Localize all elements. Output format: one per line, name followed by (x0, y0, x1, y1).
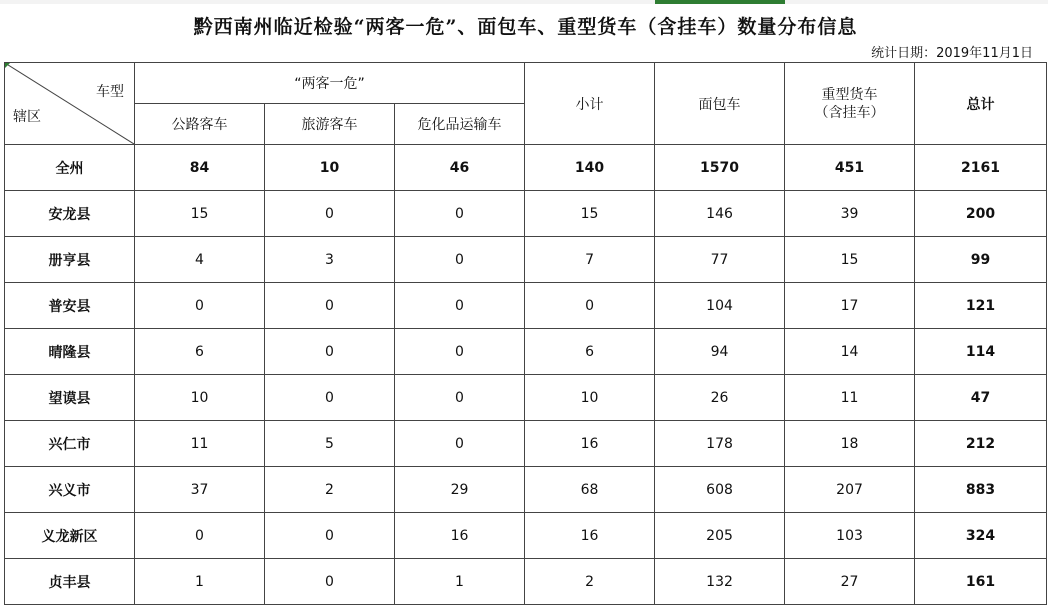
district-cell[interactable]: 晴隆县 (5, 329, 135, 375)
minibus-cell[interactable]: 178 (655, 421, 785, 467)
stat-date: 统计日期：2019年11月1日 (871, 46, 1033, 61)
district-cell[interactable]: 兴仁市 (5, 421, 135, 467)
header-heavy-truck[interactable] (785, 63, 915, 145)
header-hazmat-truck[interactable]: 危化品运输车 (395, 104, 525, 145)
subtotal-cell[interactable]: 16 (525, 421, 655, 467)
tour-bus-cell[interactable]: 0 (265, 375, 395, 421)
total-cell[interactable]: 161 (915, 559, 1047, 605)
hazmat-truck-cell[interactable]: 0 (395, 375, 525, 421)
cell-corner-mark (5, 63, 10, 68)
table-row (5, 513, 1047, 559)
total-cell[interactable]: 2161 (915, 145, 1047, 191)
diagonal-line (5, 63, 134, 144)
highway-bus-cell[interactable]: 84 (135, 145, 265, 191)
total-cell[interactable]: 121 (915, 283, 1047, 329)
tour-bus-cell[interactable]: 0 (265, 513, 395, 559)
highway-bus-cell[interactable]: 1 (135, 559, 265, 605)
heavy-truck-cell[interactable]: 103 (785, 513, 915, 559)
district-cell[interactable]: 望谟县 (5, 375, 135, 421)
header-subtotal[interactable]: 小计 (525, 63, 655, 145)
highway-bus-cell[interactable]: 11 (135, 421, 265, 467)
district-cell[interactable]: 全州 (5, 145, 135, 191)
hazmat-truck-cell[interactable]: 0 (395, 191, 525, 237)
data-table (4, 62, 1047, 605)
subtotal-cell[interactable]: 15 (525, 191, 655, 237)
highway-bus-cell[interactable]: 4 (135, 237, 265, 283)
table-row (5, 375, 1047, 421)
total-cell[interactable]: 47 (915, 375, 1047, 421)
minibus-cell[interactable]: 77 (655, 237, 785, 283)
tour-bus-cell[interactable]: 0 (265, 559, 395, 605)
tour-bus-cell[interactable]: 5 (265, 421, 395, 467)
total-cell[interactable]: 324 (915, 513, 1047, 559)
total-cell[interactable]: 200 (915, 191, 1047, 237)
minibus-cell[interactable]: 1570 (655, 145, 785, 191)
hazmat-truck-cell[interactable]: 0 (395, 421, 525, 467)
table-row (5, 283, 1047, 329)
minibus-cell[interactable]: 104 (655, 283, 785, 329)
tour-bus-cell[interactable]: 3 (265, 237, 395, 283)
total-cell[interactable]: 883 (915, 467, 1047, 513)
heavy-truck-cell[interactable]: 27 (785, 559, 915, 605)
minibus-cell[interactable]: 26 (655, 375, 785, 421)
subtotal-cell[interactable]: 0 (525, 283, 655, 329)
subtotal-cell[interactable]: 140 (525, 145, 655, 191)
subtotal-cell[interactable]: 2 (525, 559, 655, 605)
highway-bus-cell[interactable]: 6 (135, 329, 265, 375)
subtotal-cell[interactable]: 68 (525, 467, 655, 513)
tour-bus-cell[interactable]: 10 (265, 145, 395, 191)
minibus-cell[interactable]: 205 (655, 513, 785, 559)
table-row (5, 237, 1047, 283)
table-row (5, 329, 1047, 375)
highway-bus-cell[interactable]: 10 (135, 375, 265, 421)
district-cell[interactable]: 贞丰县 (5, 559, 135, 605)
header-vehicle-type: 车型 (96, 84, 124, 100)
heavy-truck-cell[interactable]: 207 (785, 467, 915, 513)
subtotal-cell[interactable]: 10 (525, 375, 655, 421)
total-cell[interactable]: 212 (915, 421, 1047, 467)
minibus-cell[interactable]: 132 (655, 559, 785, 605)
minibus-cell[interactable]: 608 (655, 467, 785, 513)
hazmat-truck-cell[interactable]: 29 (395, 467, 525, 513)
header-tour-bus[interactable]: 旅游客车 (265, 104, 395, 145)
table-row (5, 421, 1047, 467)
heavy-truck-cell[interactable]: 451 (785, 145, 915, 191)
heavy-truck-cell[interactable]: 18 (785, 421, 915, 467)
table-row (5, 559, 1047, 605)
heavy-truck-cell[interactable]: 11 (785, 375, 915, 421)
hazmat-truck-cell[interactable]: 1 (395, 559, 525, 605)
minibus-cell[interactable]: 94 (655, 329, 785, 375)
header-diagonal-cell[interactable] (5, 63, 135, 145)
total-cell[interactable]: 114 (915, 329, 1047, 375)
district-cell[interactable]: 义龙新区 (5, 513, 135, 559)
subtotal-cell[interactable]: 6 (525, 329, 655, 375)
hazmat-truck-cell[interactable]: 16 (395, 513, 525, 559)
district-cell[interactable]: 册亨县 (5, 237, 135, 283)
hazmat-truck-cell[interactable]: 0 (395, 329, 525, 375)
table-row (5, 191, 1047, 237)
district-cell[interactable]: 普安县 (5, 283, 135, 329)
tour-bus-cell[interactable]: 0 (265, 191, 395, 237)
heavy-truck-cell[interactable]: 15 (785, 237, 915, 283)
hazmat-truck-cell[interactable]: 0 (395, 283, 525, 329)
total-cell[interactable]: 99 (915, 237, 1047, 283)
subtotal-cell[interactable]: 16 (525, 513, 655, 559)
highway-bus-cell[interactable]: 37 (135, 467, 265, 513)
subtotal-cell[interactable]: 7 (525, 237, 655, 283)
district-cell[interactable]: 兴义市 (5, 467, 135, 513)
tour-bus-cell[interactable]: 2 (265, 467, 395, 513)
highway-bus-cell[interactable]: 0 (135, 513, 265, 559)
spreadsheet (4, 4, 1047, 607)
table-row (5, 145, 1047, 191)
heavy-truck-cell[interactable]: 17 (785, 283, 915, 329)
header-highway-bus[interactable]: 公路客车 (135, 104, 265, 145)
heavy-truck-cell[interactable]: 39 (785, 191, 915, 237)
table-row (5, 467, 1047, 513)
district-cell[interactable]: 安龙县 (5, 191, 135, 237)
heavy-truck-cell[interactable]: 14 (785, 329, 915, 375)
page-title: 黔西南州临近检验“两客一危”、面包车、重型货车（含挂车）数量分布信息 (193, 16, 858, 38)
header-two-passenger-one-hazard[interactable]: “两客一危” (135, 63, 525, 104)
header-heavy-truck-label: 重型货车 （含挂车） (814, 86, 885, 121)
header-total[interactable]: 总计 (915, 63, 1047, 145)
header-minibus[interactable]: 面包车 (655, 63, 785, 145)
highway-bus-cell[interactable]: 15 (135, 191, 265, 237)
highway-bus-cell[interactable]: 0 (135, 283, 265, 329)
minibus-cell[interactable]: 146 (655, 191, 785, 237)
tour-bus-cell[interactable]: 0 (265, 283, 395, 329)
hazmat-truck-cell[interactable]: 0 (395, 237, 525, 283)
hazmat-truck-cell[interactable]: 46 (395, 145, 525, 191)
tour-bus-cell[interactable]: 0 (265, 329, 395, 375)
header-district: 辖区 (13, 109, 41, 125)
